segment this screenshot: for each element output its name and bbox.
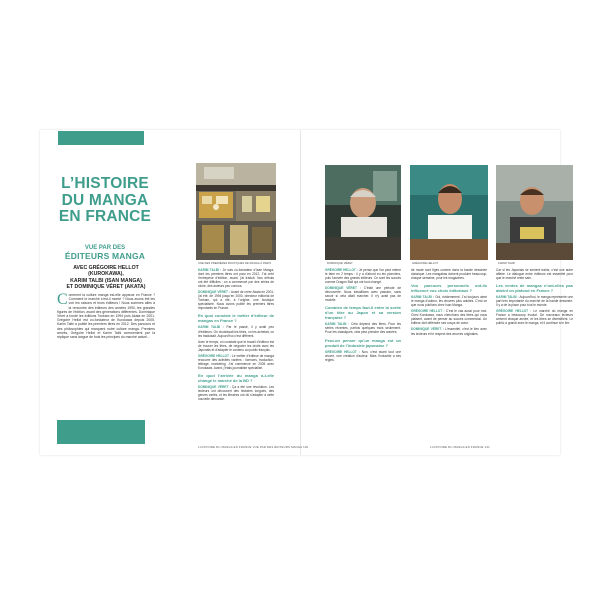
paragraph-text: C’était une période de découverte. Nous travaillions avec passion, sans savoir si cela allait marcher. Il n’y avait pas de modèle. — [325, 286, 401, 303]
interview-paragraph — [411, 268, 487, 280]
speaker-name: GRÉGOIRE HELLOT : — [411, 309, 446, 314]
speaker-name: GRÉGOIRE HELLOT : — [325, 349, 362, 354]
paragraph-text: Avec le temps, on constate que le travail d’éditeur est de trouver les titres, de négocier les droits avec les Japonais et d’adapter le contenu au public français. — [198, 339, 274, 352]
article-subtitle — [60, 244, 150, 260]
interview-question: En quoi l’arrivée du manga a-t-elle changé le marché de la BD ? — [198, 372, 274, 383]
interview-paragraph — [198, 268, 274, 288]
article-intro — [57, 293, 155, 339]
article-title — [52, 176, 158, 226]
intro-text: omment la culture manga est-elle apparue en France ? Comment le marché s’est-il monté ? Nous avons été les voir les raisons et leurs éditeurs ! Nous sommes allés à la rencontre des éditeurs des années 1990, les grandes figures de l’édition, avant des générations différentes. Dominique Véret a fondé les éditions Tonkam en 1994 puis Akata en 2001. Grégoire Hellot est co-fondateur de Kurokawa depuis 2005. Karim Talbi a publié les premiers titres en 2012. Des parcours et des philosophies qui marquent notre culture manga. Premiers arrivés, Grégoire Hellot et Karim Talbi commentent par la réplique sans langue de bois les principes du marché actuel… — [57, 293, 155, 340]
title-line: EN FRANCE — [58, 208, 152, 225]
paragraph-text: L’essentiel, c’est le lien avec les lecteurs et le respect des œuvres originales. — [411, 327, 487, 336]
speaker-name: GRÉGOIRE HELLOT : — [496, 309, 534, 314]
author-line: AVEC GRÉGOIRE HELLOT (KUROKAWA), — [73, 265, 139, 278]
left-page-folio: L’HISTOIRE DU MANGA EN FRANCE VUE PAR DES ÉDITEURS MANGA 130 — [198, 445, 309, 449]
article-authors — [56, 265, 156, 291]
paragraph-text: Car si les Japonais se sentent trahis, c’est une autre affaire. Le dialogue entre éditeurs est essentiel pour que le marché reste sain. — [496, 268, 573, 281]
page-gutter — [300, 130, 301, 455]
interview-question: Vos parcours personnels ont-ils influencé vos choix éditoriaux ? — [411, 283, 487, 294]
interview-question: Combien de temps faut-il entre la sortie d’un titre au Japon et sa version française ? — [325, 305, 401, 321]
veret-photo-image — [325, 165, 401, 260]
right-page-folio: L’HISTOIRE DU MANGA EN FRANCE 131 — [430, 445, 490, 449]
paragraph-text: Je suis co-fondateur d’Isan Manga, dont les premiers titres ont paru en 2012. J’ai créé l’entreprise d’édition, avant, j’ai traduit. Nos débuts ont été difficiles ; on a commencé par des séries de niche, des auteurs peu connus. — [198, 268, 274, 289]
right-text-column-1 — [325, 268, 401, 443]
hellot-photo-image — [410, 165, 488, 260]
interview-paragraph — [198, 354, 274, 370]
speaker-name: DOMINIQUE VÉRET : — [198, 384, 233, 389]
paragraph-text: Oui, évidemment. J’ai toujours aimé le manga d’auteur, les œuvres plus adultes. C’est ce que nous publions chez Isan Manga. — [411, 295, 487, 308]
speaker-name: KARIM TALBI : — [198, 325, 227, 330]
title-line: DU MANGA — [61, 191, 149, 209]
speaker-name: KARIM TALBI : — [325, 322, 352, 327]
talbi-photo-image — [496, 165, 573, 260]
paragraph-text: Cela dépend des titres. Pour les séries récentes, parfois quelques mois seulement. Pour les classiques, cela peut prendre des années. — [325, 322, 401, 335]
veret-photo-caption: DOMINIQUE VÉRET — [327, 262, 353, 265]
right-text-column-2 — [411, 268, 487, 443]
interview-paragraph — [325, 350, 401, 362]
interview-paragraph — [198, 290, 274, 310]
interview-paragraph — [496, 295, 573, 307]
interview-question: Peut-on penser qu’un manga est un produit de l’industrie japonaise ? — [325, 337, 401, 348]
talbi-photo-caption: KARIM TALBI — [498, 262, 516, 265]
bottom-accent-bar — [57, 420, 145, 444]
interview-paragraph — [411, 327, 487, 335]
interview-paragraph — [325, 322, 401, 334]
subtitle-line: VUE PAR DES — [84, 245, 126, 251]
title-line: L’HISTOIRE — [61, 175, 149, 192]
interview-paragraph — [325, 286, 401, 302]
interview-question: En quoi consiste le métier d’éditeur de mangas en France ? — [198, 313, 274, 324]
shop-photo-image — [196, 163, 276, 260]
hellot-photo-caption: GRÉGOIRE HELLOT — [412, 262, 439, 265]
interview-paragraph — [198, 340, 274, 352]
drop-cap: C — [57, 291, 68, 308]
speaker-name: DOMINIQUE VÉRET : — [411, 327, 446, 332]
paragraph-text: Ça a été une révolution. Les lecteurs ont découvert des histoires longues, des genres variés, et les libraires ont dû s’adapter à cette nouvelle demande. — [198, 384, 274, 402]
interview-question: Les ventes de mangas n’ont-elles pas atteint un plafond en France ? — [496, 283, 573, 294]
speaker-name: DOMINIQUE VÉRET : — [198, 290, 231, 295]
speaker-name: DOMINIQUE VÉRET : — [325, 286, 364, 291]
interview-paragraph — [496, 268, 573, 280]
interview-paragraph — [198, 325, 274, 337]
interview-paragraph — [411, 295, 487, 307]
subtitle-line: ÉDITEURS MANGA — [64, 251, 146, 261]
speaker-name: KARIM TALBI : — [411, 295, 436, 300]
left-text-column-1 — [198, 268, 274, 423]
paragraph-text: Aujourd’hui, le manga représente une part très importante du marché de la bande dessinée. Il y a de la place pour tout le monde. — [496, 295, 573, 308]
paragraph-text: de mode sont figés comme dans la bande dessinée classique. Les mangakas doivent produire beaucoup, chaque semaine, pour les magazines. — [411, 268, 487, 281]
paragraph-text: Le marché du manga en France a beaucoup évolué. De nouveaux lecteurs arrivent chaque année, et les titres se diversifient. Le public a grandi avec le manga, et il continue à le lire. — [496, 309, 573, 326]
interview-paragraph — [496, 309, 573, 325]
shop-photo — [196, 163, 276, 260]
speaker-name: KARIM TALBI : — [198, 268, 223, 272]
speaker-name: GRÉGOIRE HELLOT : — [198, 353, 233, 358]
veret-photo — [325, 165, 401, 260]
paragraph-text: C’est le cas aussi pour moi. Chez Kurokawa, nous cherchons des titres qui nous plaisent, avant de penser au succès commercial. Un éditeur doit défendre ses coups de cœur. — [411, 309, 487, 326]
paragraph-text: Non, c’est avant tout une œuvre, une création d’auteur. Mais l’industrie a ses règles. — [325, 349, 401, 362]
right-text-column-3 — [496, 268, 573, 443]
speaker-name: GRÉGOIRE HELLOT : — [325, 268, 359, 272]
shop-photo-caption: UNE DES PREMIÈRES BOUTIQUES DE MANGA À PARIS — [198, 262, 272, 265]
paragraph-text: Par le passé, il y avait peu d’éditeurs. On choisissait les titres, on les achetait, on les traduisait. Aujourd’hui c’est différent. — [198, 325, 274, 338]
paragraph-text: Je pense que l’on peut même le faire en 2 temps : il y a d’abord eu les pionniers, puis l’arrivée des grands éditeurs. Ce sont les succès comme Dragon Ball qui ont tout changé. — [325, 268, 401, 285]
author-line: KARIM TALBI (ISAN MANGA) — [70, 277, 142, 284]
interview-paragraph — [325, 268, 401, 284]
interview-paragraph — [411, 309, 487, 325]
hellot-photo — [410, 165, 488, 260]
speaker-name: KARIM TALBI : — [496, 295, 520, 300]
paragraph-text: Le métier d’éditeur de manga recouvre des activités variées : licences, traduction, lettrage, marketing. J’ai commencé en 2005 avec Kurokawa. Avant, j’étais journaliste spécialisé. — [198, 353, 274, 370]
paragraph-text: Avant de créer Akata en 2001, j’ai été, de 1994 jusqu’en 2000, directeur éditorial de Tonkam, qui a été, à l’origine, une boutique spécialisée. Nous avons publié les premiers titres importants en France. — [198, 290, 274, 311]
top-accent-bar — [58, 131, 144, 145]
talbi-photo — [496, 165, 573, 260]
author-line: ET DOMINIQUE VÉRET (AKATA) — [66, 284, 146, 291]
interview-paragraph — [198, 385, 274, 401]
